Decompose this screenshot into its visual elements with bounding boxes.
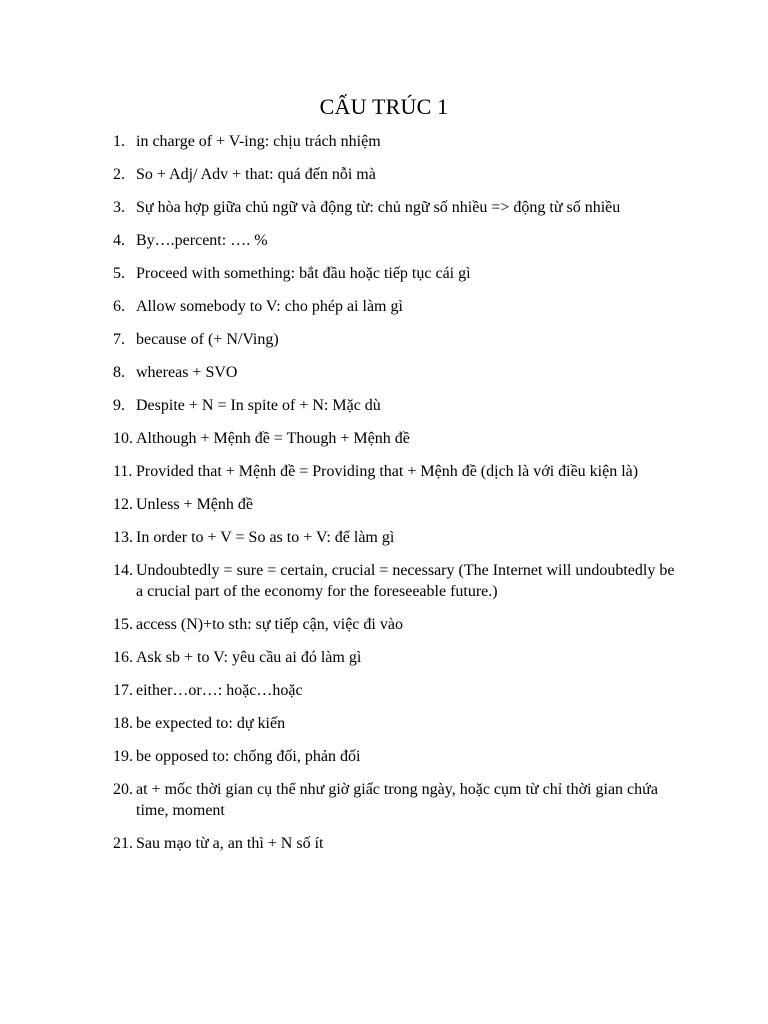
list-item: [113, 362, 683, 383]
item-number: 6.: [113, 298, 125, 315]
item-number: 12.: [113, 496, 133, 513]
item-text: So + Adj/ Adv + that: quá đến nỗi mà: [136, 166, 376, 183]
item-number: 9.: [113, 397, 125, 414]
list-item: [113, 713, 683, 734]
list-item: [113, 494, 683, 515]
list-item: [113, 263, 683, 284]
list-item: [113, 779, 683, 821]
item-number: 16.: [113, 649, 133, 666]
item-number: 13.: [113, 529, 133, 546]
item-text: either…or…: hoặc…hoặc: [136, 682, 303, 699]
item-text: in charge of + V-ing: chịu trách nhiệm: [136, 133, 381, 150]
list-item: [113, 428, 683, 449]
item-text: Provided that + Mệnh đề = Providing that + Mệnh đề (dịch là với điều kiện là): [136, 463, 639, 480]
item-text: be opposed to: chống đối, phản đối: [136, 748, 361, 765]
list-item: [113, 131, 683, 152]
list-item: [113, 527, 683, 548]
page-title: CẤU TRÚC 1: [319, 94, 449, 119]
item-number: 4.: [113, 232, 125, 249]
item-text: Allow somebody to V: cho phép ai làm gì: [136, 298, 403, 315]
list-item: [113, 230, 683, 251]
item-text: In order to + V = So as to + V: để làm gì: [136, 529, 395, 546]
list-item: [113, 680, 683, 701]
list-item: [113, 833, 683, 854]
list-item: [113, 395, 683, 416]
item-text: Sự hòa hợp giữa chủ ngữ và động từ: chủ ngữ số nhiều => động từ số nhiều: [136, 199, 621, 216]
item-text: access (N)+to sth: sự tiếp cận, việc đi vào: [136, 616, 403, 633]
item-number: 15.: [113, 616, 133, 633]
item-text: Despite + N = In spite of + N: Mặc dù: [136, 397, 381, 414]
item-text: By….percent: …. %: [136, 232, 268, 249]
item-number: 1.: [113, 133, 125, 150]
item-text: Proceed with something: bắt đầu hoặc tiếp tục cái gì: [136, 265, 471, 282]
item-number: 18.: [113, 715, 133, 732]
list-item: [113, 647, 683, 668]
list-item: [113, 560, 683, 602]
item-text: be expected to: dự kiến: [136, 715, 286, 732]
item-number: 20.: [113, 781, 133, 798]
item-number: 2.: [113, 166, 125, 183]
list-item: [113, 461, 683, 482]
item-text: because of (+ N/Ving): [136, 331, 279, 348]
item-number: 11.: [113, 463, 133, 480]
item-number: 7.: [113, 331, 125, 348]
list-item: [113, 197, 683, 218]
list-item: [113, 614, 683, 635]
item-number: 21.: [113, 835, 133, 852]
item-number: 5.: [113, 265, 125, 282]
item-number: 17.: [113, 682, 133, 699]
list-item: [113, 329, 683, 350]
item-number: 10.: [113, 430, 133, 447]
list-item: [113, 296, 683, 317]
item-number: 19.: [113, 748, 133, 765]
item-number: 14.: [113, 562, 133, 579]
item-text: whereas + SVO: [136, 364, 238, 381]
item-text: Ask sb + to V: yêu cầu ai đó làm gì: [136, 649, 362, 666]
item-text: Although + Mệnh đề = Though + Mệnh đề: [136, 430, 410, 447]
list-item: [113, 746, 683, 767]
item-text: Sau mạo từ a, an thì + N số ít: [136, 835, 324, 852]
item-text: at + mốc thời gian cụ thể như giờ giấc trong ngày, hoặc cụm từ chỉ thời gian chứa time, moment: [136, 781, 658, 819]
item-text: Undoubtedly = sure = certain, crucial = necessary (The Internet will undoubtedly be a crucial part of the economy for the foreseeable future.): [136, 562, 675, 600]
list-item: [113, 164, 683, 185]
item-text: Unless + Mệnh đề: [136, 496, 254, 513]
item-number: 8.: [113, 364, 125, 381]
item-number: 3.: [113, 199, 125, 216]
structure-list: [113, 131, 683, 866]
